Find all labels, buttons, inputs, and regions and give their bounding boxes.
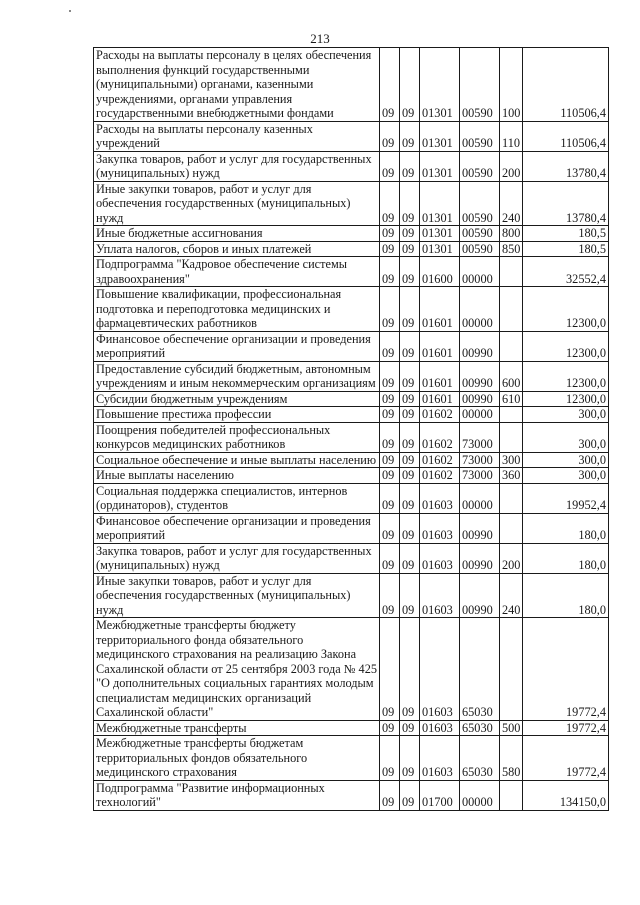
section-code-cell: 09 (380, 720, 400, 736)
expense-type-cell (500, 780, 523, 810)
subsection-code-cell: 09 (400, 452, 420, 468)
table-row (94, 241, 609, 257)
subsection-code-cell: 09 (400, 618, 420, 721)
expense-type-cell: 600 (500, 361, 523, 391)
program-code-cell: 01603 (420, 573, 460, 618)
expense-type-cell: 360 (500, 468, 523, 484)
amount-cell: 19772,4 (523, 720, 609, 736)
program-code-cell: 01603 (420, 736, 460, 781)
program-code-cell: 01301 (420, 181, 460, 226)
expense-code-cell: 00590 (460, 121, 500, 151)
program-code-cell: 01603 (420, 483, 460, 513)
amount-cell: 12300,0 (523, 331, 609, 361)
table-row (94, 513, 609, 543)
section-code-cell: 09 (380, 121, 400, 151)
amount-cell: 300,0 (523, 452, 609, 468)
amount-cell: 180,0 (523, 513, 609, 543)
table-row (94, 780, 609, 810)
table-row (94, 391, 609, 407)
table-row (94, 452, 609, 468)
subsection-code-cell: 09 (400, 361, 420, 391)
expense-type-cell: 240 (500, 181, 523, 226)
row-name-cell: Субсидии бюджетным учреждениям (94, 391, 380, 407)
program-code-cell: 01603 (420, 618, 460, 721)
expense-code-cell: 00590 (460, 151, 500, 181)
program-code-cell: 01603 (420, 720, 460, 736)
scan-speck (69, 10, 71, 12)
section-code-cell: 09 (380, 181, 400, 226)
row-name-cell: Подпрограмма "Кадровое обеспечение системы здравоохранения" (94, 257, 380, 287)
row-name-cell: Повышение квалификации, профессиональная подготовка и переподготовка медицинских и фармацевтических работников (94, 287, 380, 332)
table-row (94, 257, 609, 287)
table-row (94, 468, 609, 484)
subsection-code-cell: 09 (400, 48, 420, 122)
subsection-code-cell: 09 (400, 391, 420, 407)
section-code-cell: 09 (380, 287, 400, 332)
expense-code-cell: 00590 (460, 48, 500, 122)
subsection-code-cell: 09 (400, 151, 420, 181)
amount-cell: 12300,0 (523, 361, 609, 391)
program-code-cell: 01600 (420, 257, 460, 287)
row-name-cell: Уплата налогов, сборов и иных платежей (94, 241, 380, 257)
row-name-cell: Межбюджетные трансферты бюджету территориального фонда обязательного медицинского страхования на реализацию Закона Сахалинской области от 25 сентября 2003 года № 425 "О дополнительных социальных гарантиях молодым специалистам медицинских организаций Сахалинской области" (94, 618, 380, 721)
section-code-cell: 09 (380, 452, 400, 468)
expense-type-cell: 110 (500, 121, 523, 151)
amount-cell: 13780,4 (523, 181, 609, 226)
subsection-code-cell: 09 (400, 513, 420, 543)
table-row (94, 422, 609, 452)
program-code-cell: 01601 (420, 331, 460, 361)
amount-cell: 180,5 (523, 241, 609, 257)
row-name-cell: Иные бюджетные ассигнования (94, 226, 380, 242)
subsection-code-cell: 09 (400, 736, 420, 781)
section-code-cell: 09 (380, 513, 400, 543)
program-code-cell: 01301 (420, 241, 460, 257)
amount-cell: 19772,4 (523, 736, 609, 781)
program-code-cell: 01601 (420, 287, 460, 332)
amount-cell: 110506,4 (523, 48, 609, 122)
row-name-cell: Закупка товаров, работ и услуг для государственных (муниципальных) нужд (94, 151, 380, 181)
subsection-code-cell: 09 (400, 543, 420, 573)
section-code-cell: 09 (380, 48, 400, 122)
subsection-code-cell: 09 (400, 483, 420, 513)
row-name-cell: Поощрения победителей профессиональных конкурсов медицинских работников (94, 422, 380, 452)
section-code-cell: 09 (380, 736, 400, 781)
table-row (94, 618, 609, 721)
expense-type-cell (500, 483, 523, 513)
section-code-cell: 09 (380, 391, 400, 407)
expense-type-cell: 240 (500, 573, 523, 618)
expense-type-cell: 610 (500, 391, 523, 407)
row-name-cell: Иные закупки товаров, работ и услуг для обеспечения государственных (муниципальных) нужд (94, 181, 380, 226)
expense-type-cell (500, 513, 523, 543)
expense-code-cell: 00000 (460, 257, 500, 287)
program-code-cell: 01602 (420, 452, 460, 468)
amount-cell: 300,0 (523, 468, 609, 484)
row-name-cell: Закупка товаров, работ и услуг для государственных (муниципальных) нужд (94, 543, 380, 573)
subsection-code-cell: 09 (400, 422, 420, 452)
expense-code-cell: 65030 (460, 720, 500, 736)
expense-code-cell: 00000 (460, 483, 500, 513)
expense-code-cell: 00990 (460, 543, 500, 573)
table-row (94, 151, 609, 181)
subsection-code-cell: 09 (400, 468, 420, 484)
row-name-cell: Социальная поддержка специалистов, интернов (ординаторов), студентов (94, 483, 380, 513)
row-name-cell: Расходы на выплаты персоналу казенных учреждений (94, 121, 380, 151)
row-name-cell: Финансовое обеспечение организации и проведения мероприятий (94, 331, 380, 361)
table-row (94, 483, 609, 513)
row-name-cell: Социальное обеспечение и иные выплаты населению (94, 452, 380, 468)
expense-code-cell: 00590 (460, 226, 500, 242)
expense-type-cell: 850 (500, 241, 523, 257)
program-code-cell: 01601 (420, 361, 460, 391)
expense-code-cell: 00990 (460, 573, 500, 618)
amount-cell: 19952,4 (523, 483, 609, 513)
expense-type-cell (500, 287, 523, 332)
subsection-code-cell: 09 (400, 226, 420, 242)
amount-cell: 180,5 (523, 226, 609, 242)
amount-cell: 110506,4 (523, 121, 609, 151)
expense-code-cell: 00000 (460, 780, 500, 810)
table-row (94, 48, 609, 122)
subsection-code-cell: 09 (400, 407, 420, 423)
section-code-cell: 09 (380, 780, 400, 810)
amount-cell: 180,0 (523, 573, 609, 618)
section-code-cell: 09 (380, 483, 400, 513)
expense-type-cell: 580 (500, 736, 523, 781)
subsection-code-cell: 09 (400, 331, 420, 361)
expense-code-cell: 00590 (460, 241, 500, 257)
table-row (94, 720, 609, 736)
subsection-code-cell: 09 (400, 573, 420, 618)
section-code-cell: 09 (380, 361, 400, 391)
program-code-cell: 01602 (420, 468, 460, 484)
section-code-cell: 09 (380, 241, 400, 257)
section-code-cell: 09 (380, 543, 400, 573)
expense-type-cell: 200 (500, 543, 523, 573)
row-name-cell: Межбюджетные трансферты бюджетам территориальных фондов обязательного медицинского страхования (94, 736, 380, 781)
subsection-code-cell: 09 (400, 241, 420, 257)
amount-cell: 12300,0 (523, 391, 609, 407)
expense-type-cell (500, 331, 523, 361)
section-code-cell: 09 (380, 422, 400, 452)
row-name-cell: Иные выплаты населению (94, 468, 380, 484)
section-code-cell: 09 (380, 618, 400, 721)
expense-type-cell: 500 (500, 720, 523, 736)
subsection-code-cell: 09 (400, 780, 420, 810)
program-code-cell: 01602 (420, 422, 460, 452)
expense-code-cell: 00990 (460, 361, 500, 391)
section-code-cell: 09 (380, 257, 400, 287)
row-name-cell: Подпрограмма "Развитие информационных технологий" (94, 780, 380, 810)
expense-type-cell: 800 (500, 226, 523, 242)
program-code-cell: 01301 (420, 48, 460, 122)
table-row (94, 736, 609, 781)
subsection-code-cell: 09 (400, 257, 420, 287)
expense-type-cell (500, 422, 523, 452)
subsection-code-cell: 09 (400, 181, 420, 226)
table-row (94, 361, 609, 391)
expense-code-cell: 73000 (460, 468, 500, 484)
expense-code-cell: 65030 (460, 618, 500, 721)
expense-type-cell (500, 257, 523, 287)
amount-cell: 134150,0 (523, 780, 609, 810)
row-name-cell: Предоставление субсидий бюджетным, автономным учреждениям и иным некоммерческим организациям (94, 361, 380, 391)
expense-code-cell: 00000 (460, 287, 500, 332)
amount-cell: 32552,4 (523, 257, 609, 287)
section-code-cell: 09 (380, 226, 400, 242)
program-code-cell: 01601 (420, 391, 460, 407)
section-code-cell: 09 (380, 331, 400, 361)
subsection-code-cell: 09 (400, 287, 420, 332)
expense-type-cell: 300 (500, 452, 523, 468)
expense-type-cell (500, 618, 523, 721)
program-code-cell: 01301 (420, 121, 460, 151)
subsection-code-cell: 09 (400, 720, 420, 736)
program-code-cell: 01602 (420, 407, 460, 423)
table-row (94, 573, 609, 618)
expense-type-cell: 100 (500, 48, 523, 122)
program-code-cell: 01603 (420, 543, 460, 573)
table-row (94, 226, 609, 242)
row-name-cell: Межбюджетные трансферты (94, 720, 380, 736)
expense-code-cell: 00990 (460, 513, 500, 543)
program-code-cell: 01301 (420, 151, 460, 181)
section-code-cell: 09 (380, 151, 400, 181)
row-name-cell: Иные закупки товаров, работ и услуг для обеспечения государственных (муниципальных) нужд (94, 573, 380, 618)
amount-cell: 19772,4 (523, 618, 609, 721)
row-name-cell: Финансовое обеспечение организации и проведения мероприятий (94, 513, 380, 543)
expense-code-cell: 00990 (460, 331, 500, 361)
table-row (94, 331, 609, 361)
table-row (94, 121, 609, 151)
expense-type-cell: 200 (500, 151, 523, 181)
program-code-cell: 01700 (420, 780, 460, 810)
expense-code-cell: 00990 (460, 391, 500, 407)
amount-cell: 300,0 (523, 422, 609, 452)
budget-table (93, 47, 609, 811)
table-row (94, 407, 609, 423)
table-row (94, 287, 609, 332)
row-name-cell: Повышение престижа профессии (94, 407, 380, 423)
subsection-code-cell: 09 (400, 121, 420, 151)
program-code-cell: 01603 (420, 513, 460, 543)
table-row (94, 181, 609, 226)
expense-code-cell: 00000 (460, 407, 500, 423)
amount-cell: 300,0 (523, 407, 609, 423)
expense-code-cell: 73000 (460, 452, 500, 468)
amount-cell: 12300,0 (523, 287, 609, 332)
section-code-cell: 09 (380, 573, 400, 618)
amount-cell: 13780,4 (523, 151, 609, 181)
table-row (94, 543, 609, 573)
program-code-cell: 01301 (420, 226, 460, 242)
expense-type-cell (500, 407, 523, 423)
row-name-cell: Расходы на выплаты персоналу в целях обеспечения выполнения функций государственными (муниципальными) органами, казенными учреждениями, органами управления государственными внебюджетными фондами (94, 48, 380, 122)
amount-cell: 180,0 (523, 543, 609, 573)
expense-code-cell: 65030 (460, 736, 500, 781)
page-number: 213 (310, 31, 330, 46)
section-code-cell: 09 (380, 468, 400, 484)
expense-code-cell: 73000 (460, 422, 500, 452)
section-code-cell: 09 (380, 407, 400, 423)
expense-code-cell: 00590 (460, 181, 500, 226)
